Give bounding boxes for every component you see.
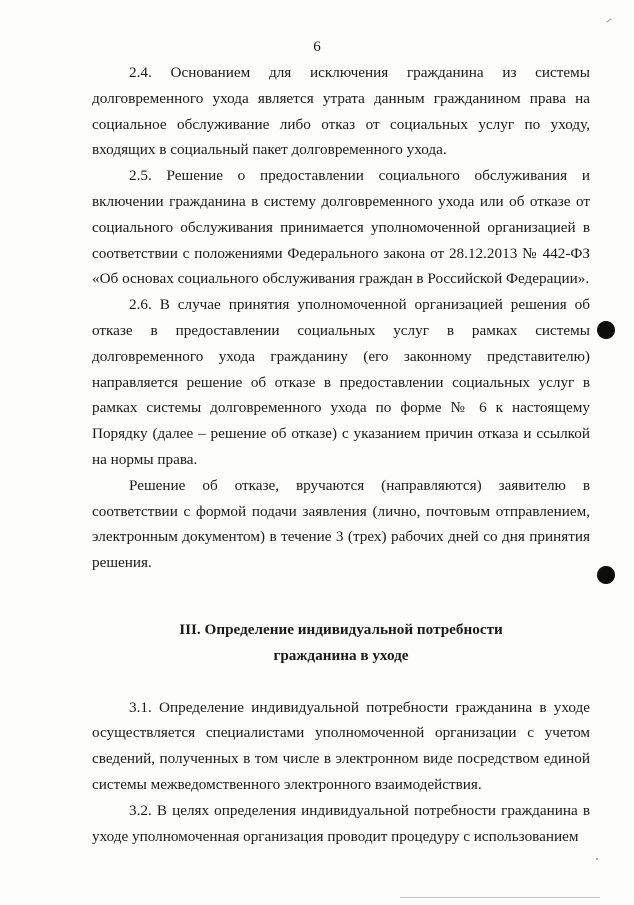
punch-hole-top [597, 321, 615, 339]
paragraph-2-5: 2.5. Решение о предоставлении социального обслуживания и включении гражданина в систему долговременного ухода или об отказе от социального обслуживания принимается уполномоченной организацией в соответствии с положениями Федерального закона от 28.12.2013 № 442-ФЗ «Об основах социального обслуживания граждан в Российской Федерации». [92, 167, 590, 288]
page-number: 6 [313, 39, 321, 55]
scan-speck [596, 858, 598, 860]
paragraph-3-2: 3.2. В целях определения индивидуальной потребности гражданина в уходе уполномоченная организация проводит процедуру с использованием [92, 801, 590, 845]
section-heading-line-1: III. Определение индивидуальной потребности [179, 620, 503, 638]
document-body [92, 60, 590, 849]
paragraph-refusal-delivery: Решение об отказе, вручаются (направляются) заявителю в соответствии с формой подачи заявления (лично, почтовым отправлением, электронным документом) в течение 3 (трех) рабочих дней со дня принятия решения. [92, 476, 590, 572]
scan-edge-line [400, 897, 600, 898]
scan-speck [606, 18, 611, 22]
section-heading [92, 617, 590, 669]
punch-hole-bottom [597, 566, 615, 584]
paragraph-2-6: 2.6. В случае принятия уполномоченной организацией решения об отказе в предоставлении социальных услуг в рамках системы долговременного ухода гражданину (его законному представителю) направляется решение об отказе в предоставлении социальных услуг в рамках системы долговременного ухода по форме № 6 к настоящему Порядку (далее – решение об отказе) с указанием причин отказа и ссылкой на нормы права. [92, 296, 590, 468]
section-heading-line-2: гражданина в уходе [273, 646, 409, 664]
paragraph-3-1: 3.1. Определение индивидуальной потребности гражданина в уходе осуществляется специалистами уполномоченной организации с учетом сведений, полученных в том числе в электронном виде посредством единой системы межведомственного электронного взаимодействия. [92, 698, 590, 793]
paragraph-2-4: 2.4. Основанием для исключения гражданина из системы долговременного ухода является утрата данным гражданином права на социальное обслуживание либо отказ от социальных услуг по уходу, входящих в социальный пакет долговременного ухода. [92, 64, 590, 159]
